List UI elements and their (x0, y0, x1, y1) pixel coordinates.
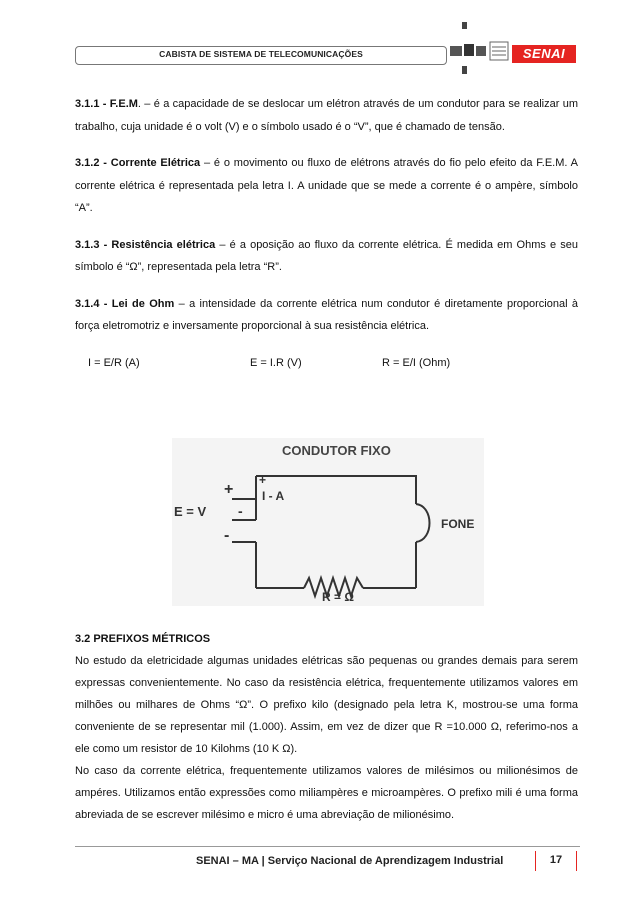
diagram-title: CONDUTOR FIXO (282, 443, 391, 458)
main-content (75, 93, 578, 396)
formula-voltage: E = I.R (V) (250, 356, 302, 369)
minus-sign: - (224, 527, 230, 544)
source-label: E = V (174, 504, 207, 519)
paragraph-corrente (75, 152, 578, 220)
senai-emblem-icon (490, 42, 508, 60)
text-lei-ohm: – a intensidade da corrente elétrica num condutor é diretamente proporcional à força eletromotriz e inversamente proporcional à sua resistência elétrica. (75, 297, 578, 332)
senai-brand-badge: SENAI (512, 45, 576, 63)
plus-sign: + (224, 481, 234, 498)
text-fem: . – é a capacidade de se deslocar um elétron através de um condutor para se realizar um trabalho, cuja unidade é o volt (V) e o símbolo usado é o “V”, que é chamado de tensão. (75, 98, 579, 133)
section-title: 3.2 PREFIXOS MÉTRICOS (75, 633, 211, 645)
paragraph-resistencia (75, 234, 578, 279)
heading-resistencia: 3.1.3 - Resistência elétrica (75, 238, 216, 251)
paragraph-fem (75, 93, 578, 138)
page-number: 17 (549, 854, 563, 866)
text-resistencia: – é a oposição ao fluxo da corrente elétrica. É medida em Ohms e seu símbolo é “Ω”, representada pela letra “R”. (75, 238, 578, 273)
heading-corrente: 3.1.2 - Corrente Elétrica (75, 157, 201, 169)
header-title-box (75, 46, 447, 65)
resistor-label: R = Ω (322, 590, 354, 604)
text-corrente: – é o movimento ou fluxo de elétrons através do fio pelo efeito da F.E.M. A corrente elétrica é representada pela letra I. A unidade que se mede a corrente é o ampère, símbolo “A”. (75, 157, 578, 214)
section-prefixos (75, 628, 578, 826)
prefix-paragraph-1: No estudo da eletricidade algumas unidades elétricas são pequenas ou grandes demais para serem expressas convenientemente. No caso da resistência elétrica, frequentemente utilizamos valores em milhões ou milhares de Ohms “Ω”. O prefixo kilo (designado pela letra K, mostrou-se uma forma conveniente de se representar mil (1.000). Assim, em vez de dizer que R =10.000 Ω, referimo-nos a ele como um resistor de 10 Kilohms (10 K Ω). (75, 655, 578, 755)
cni-icon (450, 22, 486, 74)
heading-fem: 3.1.1 - F.E.M (75, 98, 138, 110)
current-label: I - A (262, 489, 285, 503)
prefix-paragraph-2: No caso da corrente elétrica, frequentemente utilizamos valores de milésimos ou milionésimos de ampéres. Utilizamos então expressões como miliampères e microampères. O prefixo mili é uma forma abreviada de se escrever milésimo e micro é uma abreviação de milionésimo. (75, 765, 578, 821)
formula-resistance: R = E/I (Ohm) (382, 356, 451, 369)
page-number-box (535, 851, 577, 871)
formulas-row (75, 352, 578, 374)
footer-divider (75, 846, 580, 847)
header-title: CABISTA DE SISTEMA DE TELECOMUNICAÇÕES (159, 49, 363, 59)
footer-text: SENAI – MA | Serviço Nacional de Aprendizagem Industrial (196, 855, 504, 867)
circuit-diagram (172, 438, 484, 606)
load-label: FONE (441, 517, 475, 531)
current-minus: - (238, 503, 243, 519)
heading-lei-ohm: 3.1.4 - Lei de Ohm (75, 297, 175, 310)
current-plus: + (259, 473, 267, 487)
formula-current: I = E/R (A) (88, 356, 140, 369)
paragraph-lei-ohm (75, 293, 578, 338)
